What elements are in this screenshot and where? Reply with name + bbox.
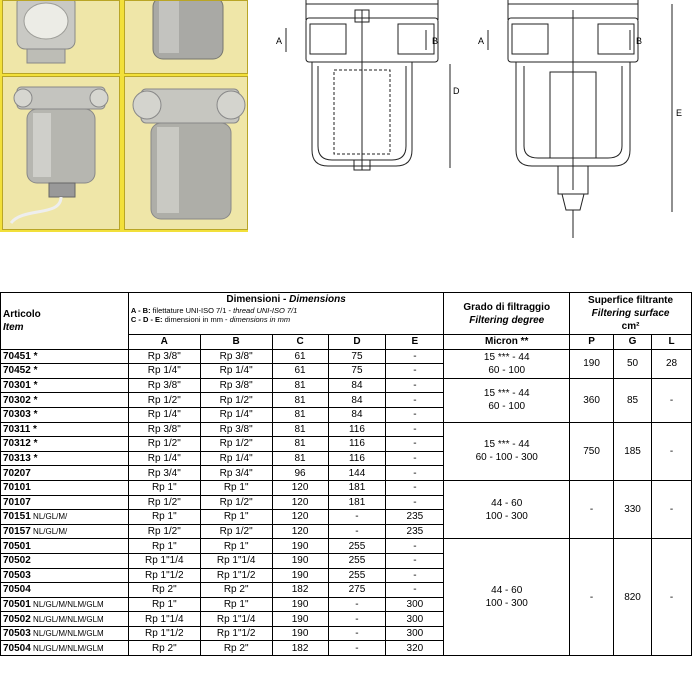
filter-photo-1 bbox=[2, 0, 120, 74]
dim-b-cell: Rp 1"1/4 bbox=[200, 612, 272, 627]
dim-b-cell: Rp 1"1/2 bbox=[200, 568, 272, 583]
item-code-cell bbox=[1, 407, 129, 422]
dim-b-cell: Rp 1/2" bbox=[200, 524, 272, 539]
dim-a-cell: Rp 1"1/2 bbox=[128, 568, 200, 583]
item-code-cell bbox=[1, 451, 129, 466]
dim-c-cell: 81 bbox=[272, 422, 328, 437]
dim-d-cell: 255 bbox=[328, 539, 386, 554]
dim-d-cell: - bbox=[328, 626, 386, 641]
dim-b-cell: Rp 3/8" bbox=[200, 349, 272, 364]
col-a: A bbox=[128, 335, 200, 350]
dim-e-cell: - bbox=[386, 553, 444, 568]
dim-c-cell: 190 bbox=[272, 553, 328, 568]
table-row bbox=[1, 378, 692, 393]
dim-b-cell: Rp 1" bbox=[200, 597, 272, 612]
item-suffix: NL/GL/M/ bbox=[30, 512, 68, 522]
dim-d-cell: 181 bbox=[328, 480, 386, 495]
item-code: 70501 bbox=[3, 540, 31, 552]
micron-cell bbox=[444, 378, 570, 422]
header-dimensions bbox=[128, 293, 443, 335]
item-code: 70502 bbox=[3, 613, 31, 625]
dim-e-cell: - bbox=[386, 451, 444, 466]
dim-e-cell: - bbox=[386, 393, 444, 408]
dim-d-cell: 84 bbox=[328, 393, 386, 408]
header-grado: Grado di filtraggio bbox=[463, 301, 551, 313]
header-cm2: cm² bbox=[621, 321, 640, 332]
col-l: L bbox=[652, 335, 692, 350]
item-code-cell bbox=[1, 466, 129, 481]
item-code: 70502 bbox=[3, 555, 31, 567]
dim-label-d: D bbox=[453, 86, 460, 96]
dim-a-cell: Rp 1/4" bbox=[128, 451, 200, 466]
dim-label-b2: B bbox=[636, 36, 643, 46]
table-row bbox=[1, 422, 692, 437]
dim-d-cell: - bbox=[328, 612, 386, 627]
item-code: 70504 bbox=[3, 584, 31, 596]
col-b: B bbox=[200, 335, 272, 350]
dim-e-cell: - bbox=[386, 466, 444, 481]
dim-b-cell: Rp 2" bbox=[200, 641, 272, 656]
filter-photo-4 bbox=[124, 76, 248, 230]
dim-a-cell: Rp 1/4" bbox=[128, 407, 200, 422]
dim-a-cell: Rp 1/2" bbox=[128, 495, 200, 510]
dim-d-cell: 275 bbox=[328, 583, 386, 598]
surface-p-cell: 190 bbox=[570, 349, 614, 378]
dim-c-cell: 120 bbox=[272, 495, 328, 510]
dim-c-cell: 61 bbox=[272, 364, 328, 379]
dim-a-cell: Rp 1" bbox=[128, 597, 200, 612]
item-code-cell bbox=[1, 349, 129, 364]
item-code: 70311 * bbox=[3, 423, 37, 435]
item-code-cell bbox=[1, 495, 129, 510]
surface-g-cell: 185 bbox=[614, 422, 652, 480]
dim-e-cell: 235 bbox=[386, 524, 444, 539]
dim-a-cell: Rp 3/8" bbox=[128, 349, 200, 364]
item-code-cell bbox=[1, 612, 129, 627]
dim-e-cell: - bbox=[386, 378, 444, 393]
surface-p-cell: - bbox=[570, 539, 614, 656]
dim-a-cell: Rp 1/2" bbox=[128, 524, 200, 539]
surface-l-cell: - bbox=[652, 378, 692, 422]
dim-c-cell: 120 bbox=[272, 510, 328, 525]
dim-e-cell: 300 bbox=[386, 597, 444, 612]
filter-photo-3 bbox=[2, 76, 120, 230]
dim-b-cell: Rp 1/2" bbox=[200, 437, 272, 452]
dim-d-cell: 84 bbox=[328, 378, 386, 393]
item-code: 70451 * bbox=[3, 350, 38, 362]
technical-drawings bbox=[262, 0, 700, 250]
item-code: 70107 bbox=[3, 496, 31, 508]
micron-line-1: 15 *** - 44 bbox=[483, 351, 530, 363]
dim-d-cell: 75 bbox=[328, 364, 386, 379]
item-suffix: NL/GL/M/NLM/GLM bbox=[30, 614, 104, 624]
dim-a-cell: Rp 1" bbox=[128, 539, 200, 554]
product-photos bbox=[0, 0, 248, 232]
item-code: 70151 bbox=[3, 511, 31, 523]
dim-c-cell: 190 bbox=[272, 568, 328, 583]
item-code: 70157 bbox=[3, 526, 31, 538]
item-code-cell bbox=[1, 364, 129, 379]
dim-d-cell: 255 bbox=[328, 568, 386, 583]
dim-label-a1: A bbox=[276, 36, 283, 46]
note-ab: A - B: filettature UNI-ISO 7/1 - thread UNI-ISO 7/1 bbox=[130, 306, 298, 315]
col-p: P bbox=[570, 335, 614, 350]
dim-b-cell: Rp 1" bbox=[200, 539, 272, 554]
dim-d-cell: - bbox=[328, 510, 386, 525]
dim-c-cell: 61 bbox=[272, 349, 328, 364]
dim-c-cell: 81 bbox=[272, 393, 328, 408]
dim-d-cell: 255 bbox=[328, 553, 386, 568]
item-code: 70207 bbox=[3, 467, 31, 479]
item-code-cell bbox=[1, 597, 129, 612]
micron-line-2: 60 - 100 bbox=[488, 364, 526, 376]
header-articolo: Articolo bbox=[3, 308, 41, 320]
micron-line-2: 60 - 100 bbox=[488, 401, 526, 413]
item-suffix: NL/GL/M/NLM/GLM bbox=[30, 629, 104, 639]
item-code-cell bbox=[1, 641, 129, 656]
item-code-cell bbox=[1, 583, 129, 598]
dim-b-cell: Rp 1/4" bbox=[200, 364, 272, 379]
micron-cell bbox=[444, 349, 570, 378]
micron-line-2: 100 - 300 bbox=[485, 598, 528, 610]
dim-c-cell: 81 bbox=[272, 451, 328, 466]
dim-e-cell: - bbox=[386, 437, 444, 452]
table-row bbox=[1, 349, 692, 364]
dim-d-cell: - bbox=[328, 524, 386, 539]
dim-a-cell: Rp 2" bbox=[128, 583, 200, 598]
surface-p-cell: 750 bbox=[570, 422, 614, 480]
item-code-cell bbox=[1, 393, 129, 408]
surface-g-cell: 330 bbox=[614, 480, 652, 538]
item-code-cell bbox=[1, 422, 129, 437]
dim-e-cell: 235 bbox=[386, 510, 444, 525]
dim-e-cell: - bbox=[386, 422, 444, 437]
dim-a-cell: Rp 1/4" bbox=[128, 364, 200, 379]
header-surface bbox=[570, 293, 692, 335]
dim-c-cell: 81 bbox=[272, 437, 328, 452]
dim-d-cell: 116 bbox=[328, 451, 386, 466]
surface-p-cell: 360 bbox=[570, 378, 614, 422]
dim-b-cell: Rp 1"1/2 bbox=[200, 626, 272, 641]
dimensions-table bbox=[0, 292, 692, 656]
item-code: 70452 * bbox=[3, 365, 38, 377]
header-filtering bbox=[444, 293, 570, 335]
item-code-cell bbox=[1, 437, 129, 452]
dim-c-cell: 190 bbox=[272, 612, 328, 627]
item-suffix: NL/GL/M/NLM/GLM bbox=[30, 643, 104, 653]
dim-b-cell: Rp 1/4" bbox=[200, 407, 272, 422]
dim-a-cell: Rp 1/2" bbox=[128, 437, 200, 452]
header-superfice: Superfice filtrante bbox=[588, 295, 674, 306]
item-code: 70301 * bbox=[3, 380, 38, 392]
dim-d-cell: 116 bbox=[328, 437, 386, 452]
item-code-cell bbox=[1, 510, 129, 525]
table-body bbox=[1, 349, 692, 655]
header-filtering-degree: Filtering degree bbox=[469, 314, 545, 326]
dim-label-b1: B bbox=[432, 36, 439, 46]
dim-b-cell: Rp 3/4" bbox=[200, 466, 272, 481]
dim-a-cell: Rp 1" bbox=[128, 480, 200, 495]
filter-photo-2 bbox=[124, 0, 248, 74]
micron-cell bbox=[444, 422, 570, 480]
dim-b-cell: Rp 1/2" bbox=[200, 393, 272, 408]
surface-l-cell: - bbox=[652, 422, 692, 480]
dim-d-cell: 144 bbox=[328, 466, 386, 481]
dim-e-cell: 320 bbox=[386, 641, 444, 656]
col-g: G bbox=[614, 335, 652, 350]
dim-c-cell: 190 bbox=[272, 597, 328, 612]
micron-cell bbox=[444, 480, 570, 538]
dim-c-cell: 190 bbox=[272, 539, 328, 554]
dim-b-cell: Rp 1" bbox=[200, 480, 272, 495]
dim-b-cell: Rp 3/8" bbox=[200, 422, 272, 437]
header-filtering-surface: Filtering surface bbox=[591, 308, 670, 319]
surface-g-cell: 85 bbox=[614, 378, 652, 422]
item-code-cell bbox=[1, 524, 129, 539]
item-code-cell bbox=[1, 626, 129, 641]
item-code: 70313 * bbox=[3, 453, 38, 465]
dim-a-cell: Rp 1"1/4 bbox=[128, 553, 200, 568]
dim-c-cell: 96 bbox=[272, 466, 328, 481]
dim-c-cell: 120 bbox=[272, 480, 328, 495]
micron-cell bbox=[444, 539, 570, 656]
dim-d-cell: 84 bbox=[328, 407, 386, 422]
surface-l-cell: - bbox=[652, 480, 692, 538]
dim-a-cell: Rp 1"1/4 bbox=[128, 612, 200, 627]
dim-b-cell: Rp 3/8" bbox=[200, 378, 272, 393]
item-code: 70501 bbox=[3, 598, 31, 610]
dim-c-cell: 182 bbox=[272, 641, 328, 656]
dim-b-cell: Rp 2" bbox=[200, 583, 272, 598]
micron-line-1: 44 - 60 bbox=[491, 585, 523, 597]
dim-a-cell: Rp 1"1/2 bbox=[128, 626, 200, 641]
dim-label-a2: A bbox=[478, 36, 485, 46]
dim-e-cell: - bbox=[386, 480, 444, 495]
micron-line-1: 15 *** - 44 bbox=[483, 388, 530, 400]
item-suffix: NL/GL/M/NLM/GLM bbox=[30, 599, 104, 609]
col-micron: Micron ** bbox=[444, 335, 570, 350]
dim-d-cell: 116 bbox=[328, 422, 386, 437]
col-e: E bbox=[386, 335, 444, 350]
dim-c-cell: 182 bbox=[272, 583, 328, 598]
item-code-cell bbox=[1, 378, 129, 393]
table-row bbox=[1, 480, 692, 495]
dim-b-cell: Rp 1" bbox=[200, 510, 272, 525]
dim-e-cell: - bbox=[386, 539, 444, 554]
item-code-cell bbox=[1, 480, 129, 495]
micron-line-1: 44 - 60 bbox=[491, 497, 523, 509]
dim-c-cell: 81 bbox=[272, 407, 328, 422]
dim-e-cell: - bbox=[386, 407, 444, 422]
item-suffix: NL/GL/M/ bbox=[30, 527, 68, 537]
dim-d-cell: - bbox=[328, 641, 386, 656]
dim-c-cell: 190 bbox=[272, 626, 328, 641]
dim-e-cell: - bbox=[386, 495, 444, 510]
dim-e-cell: - bbox=[386, 568, 444, 583]
micron-line-2: 100 - 300 bbox=[485, 510, 528, 522]
header-item bbox=[1, 293, 129, 350]
item-code: 70503 bbox=[3, 569, 31, 581]
dim-label-e: E bbox=[676, 108, 683, 118]
dim-d-cell: 181 bbox=[328, 495, 386, 510]
dim-a-cell: Rp 1/2" bbox=[128, 393, 200, 408]
dim-b-cell: Rp 1/4" bbox=[200, 451, 272, 466]
header-dim-sep: - bbox=[280, 294, 290, 305]
dim-e-cell: 300 bbox=[386, 612, 444, 627]
surface-p-cell: - bbox=[570, 480, 614, 538]
item-code-cell bbox=[1, 539, 129, 554]
item-code: 70504 bbox=[3, 642, 31, 654]
header-item-en: Item bbox=[3, 321, 24, 333]
dim-b-cell: Rp 1/2" bbox=[200, 495, 272, 510]
note-cde: C - D - E: dimensioni in mm - dimensions in mm bbox=[130, 315, 291, 324]
item-code: 70312 * bbox=[3, 438, 38, 450]
dim-e-cell: - bbox=[386, 583, 444, 598]
dim-e-cell: - bbox=[386, 364, 444, 379]
col-c: C bbox=[272, 335, 328, 350]
item-code: 70302 * bbox=[3, 394, 38, 406]
dim-a-cell: Rp 3/8" bbox=[128, 422, 200, 437]
item-code: 70303 * bbox=[3, 409, 38, 421]
dim-b-cell: Rp 1"1/4 bbox=[200, 553, 272, 568]
header-dimensioni: Dimensioni bbox=[226, 294, 281, 305]
dim-e-cell: - bbox=[386, 349, 444, 364]
dim-a-cell: Rp 3/8" bbox=[128, 378, 200, 393]
dim-d-cell: 75 bbox=[328, 349, 386, 364]
dim-c-cell: 81 bbox=[272, 378, 328, 393]
item-code: 70101 bbox=[3, 482, 31, 494]
item-code-cell bbox=[1, 553, 129, 568]
item-code-cell bbox=[1, 568, 129, 583]
surface-g-cell: 820 bbox=[614, 539, 652, 656]
header-dimensions-en: Dimensions bbox=[289, 294, 346, 305]
dim-a-cell: Rp 2" bbox=[128, 641, 200, 656]
dim-c-cell: 120 bbox=[272, 524, 328, 539]
dim-a-cell: Rp 3/4" bbox=[128, 466, 200, 481]
micron-line-2: 60 - 100 - 300 bbox=[475, 452, 538, 464]
item-code: 70503 bbox=[3, 628, 31, 640]
col-d: D bbox=[328, 335, 386, 350]
table-row bbox=[1, 539, 692, 554]
dim-a-cell: Rp 1" bbox=[128, 510, 200, 525]
micron-line-1: 15 *** - 44 bbox=[483, 439, 530, 451]
dim-e-cell: 300 bbox=[386, 626, 444, 641]
surface-l-cell: 28 bbox=[652, 349, 692, 378]
surface-l-cell: - bbox=[652, 539, 692, 656]
surface-g-cell: 50 bbox=[614, 349, 652, 378]
dim-d-cell: - bbox=[328, 597, 386, 612]
